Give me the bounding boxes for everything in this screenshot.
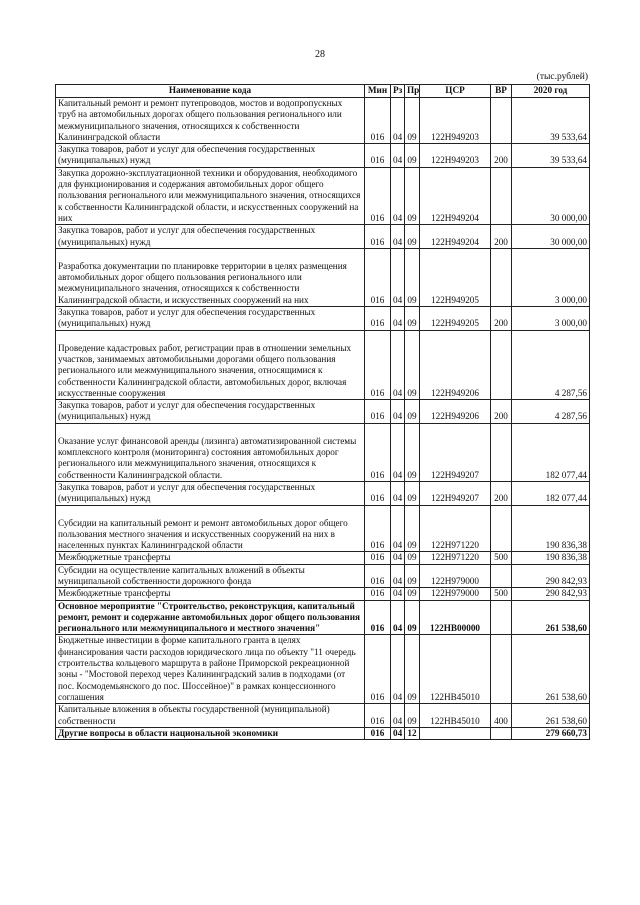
cell-min: 016 [365,225,391,249]
cell-value: 279 660,73 [512,727,590,739]
cell-min: 016 [365,248,391,306]
cell-value: 261 538,60 [512,635,590,704]
cell-rz: 04 [391,307,405,331]
cell-rz: 04 [391,552,405,564]
cell-name: Закупка товаров, работ и услуг для обеспечения государственных (муниципальных) нужд [56,481,365,505]
table-row [56,225,590,249]
units-label: (тыс.рублей) [536,72,588,82]
cell-value: 290 842,93 [512,588,590,600]
cell-csr: 122H949207 [420,481,491,505]
cell-name: Закупка дорожно-эксплуатационной техники и оборудования, необходимого для функционирования и содержания автомобильных дорог общего пользования регионального или межмуниципального значения, относящихся к собственности Калининградской области, и искусственных сооружений на них [56,167,365,224]
cell-vr [491,505,512,552]
table-row [56,481,590,505]
table-row [56,564,590,588]
cell-csr: 122H979000 [420,588,491,600]
cell-vr [491,248,512,306]
cell-csr: 122H971220 [420,552,491,564]
cell-min: 016 [365,588,391,600]
cell-name: Основное мероприятие "Строительство, реконструкция, капитальный ремонт, ремонт и содержание автомобильных дорог общего пользования регионального или межмуниципального и местного значения" [56,600,365,635]
cell-pr: 09 [405,552,420,564]
cell-vr [491,330,512,399]
cell-pr: 09 [405,704,420,728]
cell-name: Оказание услуг финансовой аренды (лизинга) автоматизированной системы комплексного контроля (мониторинга) состояния автомобильных дорог регионального или межмуниципального значения, относящихся к собственности Калининградской области. [56,423,365,481]
cell-rz: 04 [391,704,405,728]
cell-rz: 04 [391,144,405,168]
cell-value: 39 533,64 [512,98,590,144]
cell-rz: 04 [391,588,405,600]
cell-vr [491,167,512,224]
cell-pr: 09 [405,98,420,144]
cell-name: Закупка товаров, работ и услуг для обеспечения государственных (муниципальных) нужд [56,307,365,331]
cell-pr: 09 [405,400,420,424]
cell-min: 016 [365,564,391,588]
table-row [56,400,590,424]
cell-pr: 09 [405,307,420,331]
table-row [56,704,590,728]
cell-pr: 09 [405,600,420,635]
column-header-min: Мин [365,85,391,98]
cell-csr: 122HB00000 [420,600,491,635]
cell-vr: 500 [491,552,512,564]
cell-csr: 122H979000 [420,564,491,588]
cell-value: 190 836,38 [512,505,590,552]
cell-pr: 09 [405,564,420,588]
cell-name: Межбюджетные трансферты [56,588,365,600]
cell-pr: 09 [405,225,420,249]
page-number: 28 [315,49,325,60]
budget-table [55,84,590,740]
cell-rz: 04 [391,400,405,424]
cell-min: 016 [365,481,391,505]
cell-csr: 122H949204 [420,167,491,224]
cell-name: Проведение кадастровых работ, регистрации прав в отношении земельных участков, занимаемых автомобильными дорогами общего пользования регионального или межмуниципального значения, относящимися к собственности Калининградской области, автомобильных дорог, включая искусственные сооружения [56,330,365,399]
cell-csr: 122H949203 [420,144,491,168]
cell-min: 016 [365,98,391,144]
cell-min: 016 [365,635,391,704]
cell-value: 30 000,00 [512,167,590,224]
cell-name: Закупка товаров, работ и услуг для обеспечения государственных (муниципальных) нужд [56,225,365,249]
cell-value: 3 000,00 [512,248,590,306]
column-header-rz: Рз [391,85,405,98]
table-row [56,552,590,564]
cell-value: 182 077,44 [512,481,590,505]
cell-min: 016 [365,400,391,424]
cell-min: 016 [365,552,391,564]
cell-rz: 04 [391,423,405,481]
cell-name: Другие вопросы в области национальной экономики [56,727,365,739]
cell-vr [491,727,512,739]
cell-name: Субсидии на осуществление капитальных вложений в объекты муниципальной собственности дорожного фонда [56,564,365,588]
cell-vr: 400 [491,704,512,728]
cell-min: 016 [365,330,391,399]
cell-rz: 04 [391,481,405,505]
cell-vr: 200 [491,307,512,331]
cell-pr: 09 [405,144,420,168]
cell-pr: 09 [405,588,420,600]
cell-vr [491,564,512,588]
cell-name: Капитальные вложения в объекты государственной (муниципальной) собственности [56,704,365,728]
cell-value: 4 287,56 [512,330,590,399]
cell-value: 4 287,56 [512,400,590,424]
cell-csr: 122H949205 [420,248,491,306]
cell-value: 261 538,60 [512,600,590,635]
cell-value: 39 533,64 [512,144,590,168]
cell-vr: 200 [491,481,512,505]
table-row [56,423,590,481]
table-row [56,307,590,331]
cell-min: 016 [365,505,391,552]
cell-min: 016 [365,704,391,728]
cell-rz: 04 [391,225,405,249]
cell-vr [491,98,512,144]
cell-pr: 09 [405,481,420,505]
table-row [56,98,590,144]
table-row [56,635,590,704]
cell-csr: 122H971220 [420,505,491,552]
cell-vr: 200 [491,400,512,424]
cell-pr: 09 [405,635,420,704]
table-row [56,248,590,306]
table-row [56,505,590,552]
column-header-year: 2020 год [512,85,590,98]
cell-name: Закупка товаров, работ и услуг для обеспечения государственных (муниципальных) нужд [56,144,365,168]
cell-rz: 04 [391,167,405,224]
cell-value: 290 842,93 [512,564,590,588]
cell-pr: 09 [405,330,420,399]
cell-value: 182 077,44 [512,423,590,481]
column-header-csr: ЦСР [420,85,491,98]
cell-pr: 09 [405,167,420,224]
column-header-name: Наименование кода [56,85,365,98]
cell-min: 016 [365,307,391,331]
cell-rz: 04 [391,330,405,399]
table-row [56,600,590,635]
cell-pr: 12 [405,727,420,739]
cell-rz: 04 [391,635,405,704]
cell-min: 016 [365,600,391,635]
cell-rz: 04 [391,248,405,306]
cell-pr: 09 [405,248,420,306]
cell-rz: 04 [391,564,405,588]
cell-value: 3 000,00 [512,307,590,331]
cell-csr: 122H949206 [420,330,491,399]
table-row [56,144,590,168]
cell-pr: 09 [405,423,420,481]
cell-csr: 122H949207 [420,423,491,481]
cell-rz: 04 [391,505,405,552]
cell-value: 30 000,00 [512,225,590,249]
cell-min: 016 [365,167,391,224]
cell-value: 190 836,38 [512,552,590,564]
table-row [56,588,590,600]
cell-vr [491,600,512,635]
cell-name: Межбюджетные трансферты [56,552,365,564]
cell-value: 261 538,60 [512,704,590,728]
cell-rz: 04 [391,600,405,635]
cell-csr [420,727,491,739]
cell-csr: 122HB45010 [420,635,491,704]
cell-name: Субсидии на капитальный ремонт и ремонт автомобильных дорог общего пользования местного значения и искусственных сооружений на них в населенных пунктах Калининградской области [56,505,365,552]
cell-csr: 122H949206 [420,400,491,424]
column-header-pr: Пр [405,85,420,98]
cell-csr: 122H949204 [420,225,491,249]
cell-name: Разработка документации по планировке территории в целях размещения автомобильных дорог общего пользования регионального или межмуниципального значения, относящихся к собственности Калининградской области, и искусственных сооружений на них [56,248,365,306]
cell-min: 016 [365,144,391,168]
cell-rz: 04 [391,98,405,144]
cell-name: Капитальный ремонт и ремонт путепроводов, мостов и водопропускных труб на автомобильных дорогах общего пользования регионального или межмуниципального значения, относящихся к собственности Калининградской области [56,98,365,144]
cell-vr: 200 [491,144,512,168]
cell-csr: 122HB45010 [420,704,491,728]
column-header-vr: ВР [491,85,512,98]
cell-min: 016 [365,423,391,481]
cell-csr: 122H949205 [420,307,491,331]
table-row [56,727,590,739]
table-row [56,330,590,399]
cell-pr: 09 [405,505,420,552]
cell-csr: 122H949203 [420,98,491,144]
cell-name: Закупка товаров, работ и услуг для обеспечения государственных (муниципальных) нужд [56,400,365,424]
table-body [56,98,590,740]
cell-name: Бюджетные инвестиции в форме капитального гранта в целях финансирования части расходов юридического лица по объекту "11 очередь строительства кольцевого маршрута в районе Приморской рекреационной зоны - "Мостовой переход через Калининградский залив в подходами (от пос. Космодемьянского до пос. Шоссейное)" в рамках концессионного соглашения [56,635,365,704]
cell-vr: 200 [491,225,512,249]
cell-min: 016 [365,727,391,739]
table-row [56,167,590,224]
cell-rz: 04 [391,727,405,739]
cell-vr [491,423,512,481]
cell-vr: 500 [491,588,512,600]
cell-vr [491,635,512,704]
table-header-row [56,85,590,98]
